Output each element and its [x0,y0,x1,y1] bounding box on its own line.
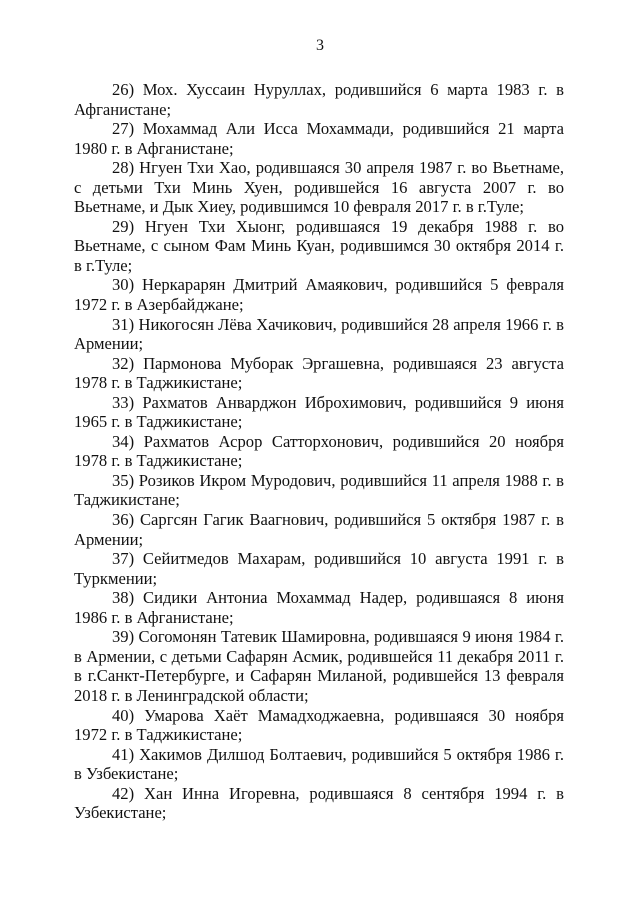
list-item: 31) Никогосян Лёва Хачикович, родившийся 28 апреля 1966 г. в Армении; [74,314,564,354]
list-item: 28) Нгуен Тхи Хао, родившаяся 30 апреля 1987 г. во Вьетнаме, с детьми Тхи Минь Хуен, родившейся 16 августа 2007 г. во Вьетнаме, и Дык Хиеу, родившимся 10 февраля 2017 г. в г.Туле; [74,158,564,217]
list-item: 42) Хан Инна Игоревна, родившаяся 8 сентября 1994 г. в Узбекистане; [74,783,564,823]
list-item: 26) Мох. Хуссаин Нуруллах, родившийся 6 марта 1983 г. в Афганистане; [74,80,564,119]
list-item: 40) Умарова Хаёт Мамадходжаевна, родившаяся 30 ноября 1972 г. в Таджикистане; [74,705,564,745]
list-item: 29) Нгуен Тхи Хыонг, родившаяся 19 декабря 1988 г. во Вьетнаме, с сыном Фам Минь Куан, родившимся 30 октября 2014 г. в г.Туле; [74,216,564,275]
list-item: 27) Мохаммад Али Исса Мохаммади, родившийся 21 марта 1980 г. в Афганистане; [74,119,564,158]
list-item: 36) Саргсян Гагик Ваагнович, родившийся 5 октября 1987 г. в Армении; [74,510,564,549]
list-item: 33) Рахматов Анварджон Иброхимович, родившийся 9 июня 1965 г. в Таджикистане; [74,392,564,432]
entry-list [74,80,564,823]
list-item: 32) Пармонова Муборак Эргашевна, родившаяся 23 августа 1978 г. в Таджикистане; [74,353,564,393]
list-item: 38) Сидики Антониа Мохаммад Надер, родившаяся 8 июня 1986 г. в Афганистане; [74,588,564,627]
list-item: 37) Сейитмедов Махарам, родившийся 10 августа 1991 г. в Туркмении; [74,549,564,588]
list-item: 30) Неркарарян Дмитрий Амаякович, родившийся 5 февраля 1972 г. в Азербайджане; [74,275,564,315]
list-item: 39) Согомонян Татевик Шамировна, родившаяся 9 июня 1984 г. в Армении, с детьми Сафарян Асмик, родившейся 11 декабря 2011 г. в г.Санкт-Петербурге, и Сафарян Миланой, родившейся 13 февраля 2018 г. в Ленинградской области; [74,627,564,705]
list-item: 34) Рахматов Асрор Сатторхонович, родившийся 20 ноября 1978 г. в Таджикистане; [74,431,564,471]
list-item: 35) Розиков Икром Муродович, родившийся 11 апреля 1988 г. в Таджикистане; [74,470,564,510]
page-number: 3 [316,37,324,54]
list-item: 41) Хакимов Дилшод Болтаевич, родившийся 5 октября 1986 г. в Узбекистане; [74,744,564,784]
